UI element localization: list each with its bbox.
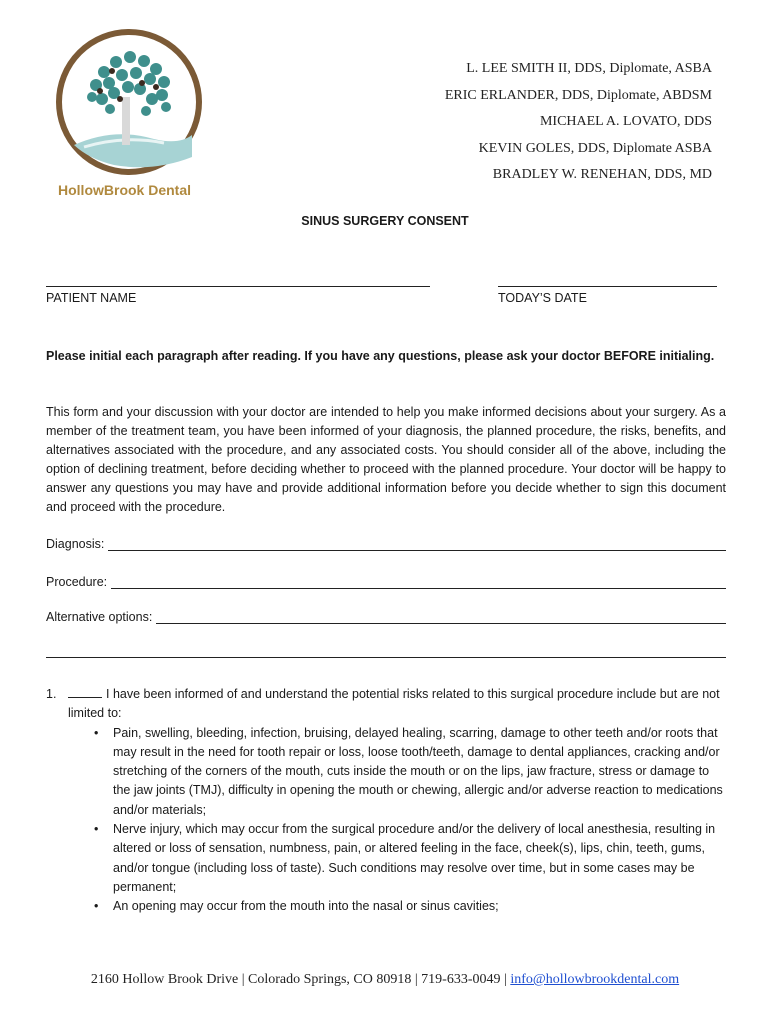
item-number: 1. [46, 687, 57, 701]
risk-list [92, 724, 726, 917]
bullet-icon: • [94, 725, 99, 740]
email-link[interactable]: info@hollowbrookdental.com [510, 972, 680, 987]
doctor-name: KEVIN GOLES, DDS, Diplomate ASBA [478, 140, 712, 156]
initial-field[interactable] [68, 687, 102, 698]
consent-item-1 [46, 685, 726, 917]
bullet-icon: • [94, 899, 99, 914]
alternatives-label: Alternative options: [46, 610, 153, 624]
instruction-text: Please initial each paragraph after reading. If you have any questions, please ask your doctor BEFORE initialing. [46, 349, 715, 363]
intro-paragraph: This form and your discussion with your doctor are intended to help you make informed decisions about your surgery. As a member of the treatment team, you have been informed of your diagnosis, the planned procedure, the risks, benefits, and alternatives associated with the procedure, and any associated costs. You should consider all of the above, including the option of declining treatment, before deciding whether to proceed with the planned procedure. Your doctor will be happy to answer any questions you may have and provide additional information before you decide whether to sign this document and proceed with the procedure. [46, 405, 726, 514]
document-title: SINUS SURGERY CONSENT [301, 214, 469, 228]
doctor-name: ERIC ERLANDER, DDS, Diplomate, ABDSM [444, 87, 712, 103]
item-text: I have been informed of and understand the potential risks related to this surgical procedure include but are not limited to: [68, 687, 720, 721]
brand-name: HollowBrook Dental [58, 182, 192, 198]
patient-name-label: PATIENT NAME [46, 291, 137, 305]
diagnosis-row [46, 537, 726, 551]
diagnosis-label: Diagnosis: [46, 537, 105, 551]
footer-address: 2160 Hollow Brook Drive | Colorado Springs, CO 80918 | 719-633-0049 | [90, 972, 511, 987]
todays-date-label: TODAY’S DATE [498, 291, 587, 305]
list-item: • Pain, swelling, bleeding, infection, bruising, delayed healing, scarring, damage to other teeth and/or roots that may result in the need for tooth repair or loss, loose tooth/teeth, damage to dental appliances, cracking and/or stretching of the corners of the mouth, cuts inside the mouth or on the lips, jaw fracture, stress or damage to the jaw joints (TMJ), difficulty in opening the mouth or chewing, allergic and/or adverse reaction to medications and/or materials; [94, 725, 723, 817]
alternatives-input-2[interactable] [46, 645, 726, 658]
list-item: • Nerve injury, which may occur from the surgical procedure and/or the delivery of local anesthesia, resulting in altered or loss of sensation, numbness, pain, or altered feeling in the face, cheek(s), lips, chin, teeth, gums, and/or tongue (including loss of taste). Such conditions may resolve over time, but in some cases may be permanent; [94, 822, 716, 894]
hollowbrook-logo [54, 27, 204, 177]
alternatives-row [46, 610, 726, 624]
procedure-input[interactable] [111, 576, 726, 589]
doctor-name: BRADLEY W. RENEHAN, DDS, MD [492, 167, 712, 182]
procedure-row [46, 575, 726, 589]
alternatives-row-2 [46, 645, 726, 658]
doctor-name: MICHAEL A. LOVATO, DDS [539, 114, 712, 129]
patient-name-field[interactable] [46, 286, 430, 287]
todays-date-field[interactable] [498, 286, 717, 287]
doctor-name: L. LEE SMITH II, DDS, Diplomate, ASBA [466, 61, 712, 76]
procedure-label: Procedure: [46, 575, 108, 589]
bullet-icon: • [94, 822, 99, 837]
diagnosis-input[interactable] [108, 538, 726, 551]
alternatives-input[interactable] [156, 611, 726, 624]
list-item: • An opening may occur from the mouth into the nasal or sinus cavities; [92, 897, 726, 916]
doctors-list [445, 56, 712, 189]
footer-contact [0, 972, 770, 988]
